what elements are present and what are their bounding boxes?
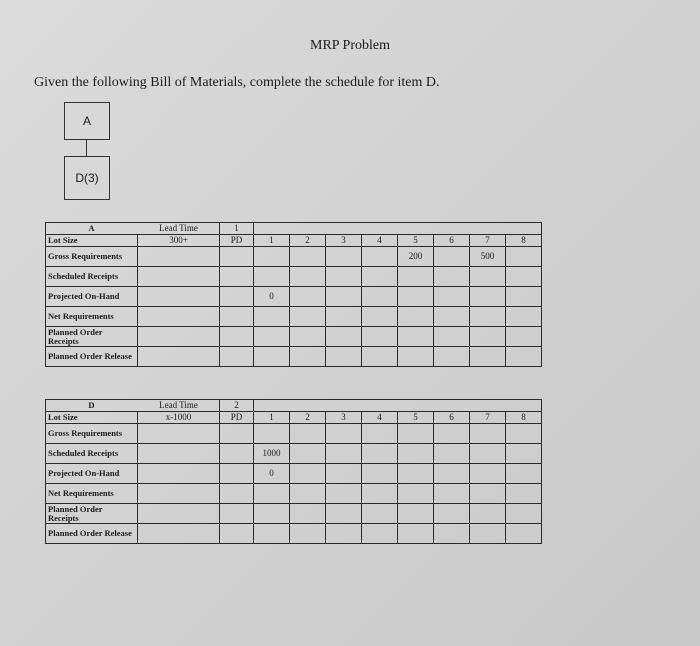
gross-cell[interactable]: [470, 424, 506, 444]
projected-cell[interactable]: [326, 287, 362, 307]
planned-release-cell[interactable]: [470, 347, 506, 367]
net-cell[interactable]: [326, 307, 362, 327]
bom-connector: [86, 139, 87, 156]
net-cell[interactable]: [398, 484, 434, 504]
planned-release-cell[interactable]: [506, 347, 542, 367]
planned-receipt-cell[interactable]: [254, 504, 290, 524]
period-header: 1: [254, 412, 290, 424]
planned-receipt-cell[interactable]: [326, 504, 362, 524]
gross-cell[interactable]: [326, 424, 362, 444]
bom-item-a: A: [64, 102, 110, 140]
planned-release-cell[interactable]: [290, 347, 326, 367]
planned-receipt-cell[interactable]: [398, 327, 434, 347]
gross-cell[interactable]: [506, 247, 542, 267]
planned-receipt-cell[interactable]: [506, 504, 542, 524]
row-label-planned-release: Planned Order Release: [46, 524, 138, 544]
gross-cell[interactable]: [434, 424, 470, 444]
scheduled-cell[interactable]: [434, 267, 470, 287]
projected-cell[interactable]: [326, 464, 362, 484]
net-cell[interactable]: [362, 484, 398, 504]
period-header: 6: [434, 235, 470, 247]
net-cell[interactable]: [326, 484, 362, 504]
period-header: 3: [326, 412, 362, 424]
projected-cell[interactable]: [506, 464, 542, 484]
net-cell[interactable]: [290, 484, 326, 504]
period-header: 8: [506, 412, 542, 424]
projected-pd-cell: [220, 287, 254, 307]
row-label-net: Net Requirements: [46, 307, 138, 327]
pd-label: PD: [220, 235, 254, 247]
row-label-gross: Gross Requirements: [46, 424, 138, 444]
period-header: 2: [290, 235, 326, 247]
projected-cell[interactable]: [434, 287, 470, 307]
net-cell[interactable]: [470, 484, 506, 504]
planned-release-cell[interactable]: [434, 347, 470, 367]
scheduled-cell[interactable]: [434, 444, 470, 464]
row-label-planned-receipts: Planned Order Receipts: [46, 504, 138, 524]
scheduled-cell[interactable]: [506, 267, 542, 287]
planned-receipt-cell[interactable]: [290, 504, 326, 524]
projected-initial-value: 0: [254, 464, 290, 484]
planned-release-cell[interactable]: [470, 524, 506, 544]
lead-time-label: Lead Time: [138, 223, 220, 235]
scheduled-cell[interactable]: [254, 267, 290, 287]
projected-cell[interactable]: [398, 464, 434, 484]
lot-size-value: 300+: [138, 235, 220, 247]
net-cell[interactable]: [254, 307, 290, 327]
net-cell[interactable]: [506, 307, 542, 327]
gross-cell[interactable]: [506, 424, 542, 444]
item-name: A: [46, 223, 138, 235]
scheduled-cell[interactable]: 1000: [254, 444, 290, 464]
planned-release-cell[interactable]: [434, 524, 470, 544]
net-cell[interactable]: [470, 307, 506, 327]
projected-cell[interactable]: [470, 464, 506, 484]
planned-release-cell[interactable]: [362, 347, 398, 367]
bom-item-d: D(3): [64, 156, 110, 200]
mrp-table-d: [45, 399, 542, 544]
scheduled-cell[interactable]: [290, 267, 326, 287]
period-header: 5: [398, 412, 434, 424]
planned-receipt-cell[interactable]: [398, 504, 434, 524]
planned-release-cell[interactable]: [398, 347, 434, 367]
planned-receipt-cell[interactable]: [326, 327, 362, 347]
net-cell[interactable]: [434, 484, 470, 504]
planned-release-cell[interactable]: [254, 347, 290, 367]
mrp-table-a: [45, 222, 542, 367]
planned-release-cell[interactable]: [362, 524, 398, 544]
planned-receipt-cell[interactable]: [434, 504, 470, 524]
net-cell[interactable]: [506, 484, 542, 504]
planned-receipt-cell[interactable]: [506, 327, 542, 347]
gross-cell[interactable]: [398, 424, 434, 444]
planned-receipt-cell[interactable]: [290, 327, 326, 347]
net-cell[interactable]: [290, 307, 326, 327]
lead-time-label: Lead Time: [138, 400, 220, 412]
planned-receipt-cell[interactable]: [362, 504, 398, 524]
scheduled-cell[interactable]: [398, 444, 434, 464]
scheduled-cell[interactable]: [470, 444, 506, 464]
projected-cell[interactable]: [470, 287, 506, 307]
gross-cell[interactable]: [254, 247, 290, 267]
gross-cell[interactable]: 500: [470, 247, 506, 267]
planned-release-cell[interactable]: [506, 524, 542, 544]
planned-receipt-cell[interactable]: [470, 327, 506, 347]
projected-cell[interactable]: [506, 287, 542, 307]
scheduled-cell[interactable]: [362, 444, 398, 464]
net-cell[interactable]: [398, 307, 434, 327]
scheduled-cell[interactable]: [506, 444, 542, 464]
period-header: 3: [326, 235, 362, 247]
gross-cell[interactable]: [254, 424, 290, 444]
scheduled-cell[interactable]: [398, 267, 434, 287]
planned-receipt-cell[interactable]: [362, 327, 398, 347]
row-label-lot-size: Lot Size: [46, 235, 138, 247]
period-header: 4: [362, 412, 398, 424]
planned-release-cell[interactable]: [290, 524, 326, 544]
row-label-scheduled: Scheduled Receipts: [46, 267, 138, 287]
pd-label: PD: [220, 412, 254, 424]
gross-cell[interactable]: [290, 247, 326, 267]
gross-cell[interactable]: [362, 424, 398, 444]
planned-release-cell[interactable]: [398, 524, 434, 544]
net-cell[interactable]: [434, 307, 470, 327]
projected-cell[interactable]: [362, 287, 398, 307]
scheduled-cell[interactable]: [290, 444, 326, 464]
period-header: 5: [398, 235, 434, 247]
gross-cell[interactable]: [326, 247, 362, 267]
gross-cell[interactable]: 200: [398, 247, 434, 267]
scheduled-cell[interactable]: [326, 444, 362, 464]
period-header: 2: [290, 412, 326, 424]
projected-cell[interactable]: [290, 287, 326, 307]
net-cell[interactable]: [362, 307, 398, 327]
planned-receipt-cell[interactable]: [470, 504, 506, 524]
period-header: 4: [362, 235, 398, 247]
projected-initial-value: 0: [254, 287, 290, 307]
projected-cell[interactable]: [434, 464, 470, 484]
planned-release-cell[interactable]: [326, 347, 362, 367]
period-header: 8: [506, 235, 542, 247]
scheduled-cell[interactable]: [362, 267, 398, 287]
period-header: 7: [470, 412, 506, 424]
scheduled-cell[interactable]: [470, 267, 506, 287]
projected-cell[interactable]: [362, 464, 398, 484]
gross-cell[interactable]: [434, 247, 470, 267]
net-cell[interactable]: [254, 484, 290, 504]
period-header: 1: [254, 235, 290, 247]
projected-cell[interactable]: [290, 464, 326, 484]
row-label-lot-size: Lot Size: [46, 412, 138, 424]
row-label-gross: Gross Requirements: [46, 247, 138, 267]
row-label-projected: Projected On-Hand: [46, 287, 138, 307]
item-name: D: [46, 400, 138, 412]
row-label-planned-release: Planned Order Release: [46, 347, 138, 367]
gross-cell[interactable]: [362, 247, 398, 267]
lead-time-value: 2: [220, 400, 254, 412]
period-header: 6: [434, 412, 470, 424]
gross-cell[interactable]: [290, 424, 326, 444]
planned-receipt-cell[interactable]: [254, 327, 290, 347]
instructions-text: Given the following Bill of Materials, complete the schedule for item D.: [34, 75, 440, 90]
lead-time-value: 1: [220, 223, 254, 235]
projected-cell[interactable]: [398, 287, 434, 307]
row-label-projected: Projected On-Hand: [46, 464, 138, 484]
lot-size-value: x-1000: [138, 412, 220, 424]
planned-release-cell[interactable]: [254, 524, 290, 544]
row-label-net: Net Requirements: [46, 484, 138, 504]
planned-release-cell[interactable]: [326, 524, 362, 544]
planned-receipt-cell[interactable]: [434, 327, 470, 347]
row-label-scheduled: Scheduled Receipts: [46, 444, 138, 464]
scheduled-cell[interactable]: [326, 267, 362, 287]
page-title: MRP Problem: [310, 38, 390, 53]
row-label-planned-receipts: Planned Order Receipts: [46, 327, 138, 347]
period-header: 7: [470, 235, 506, 247]
